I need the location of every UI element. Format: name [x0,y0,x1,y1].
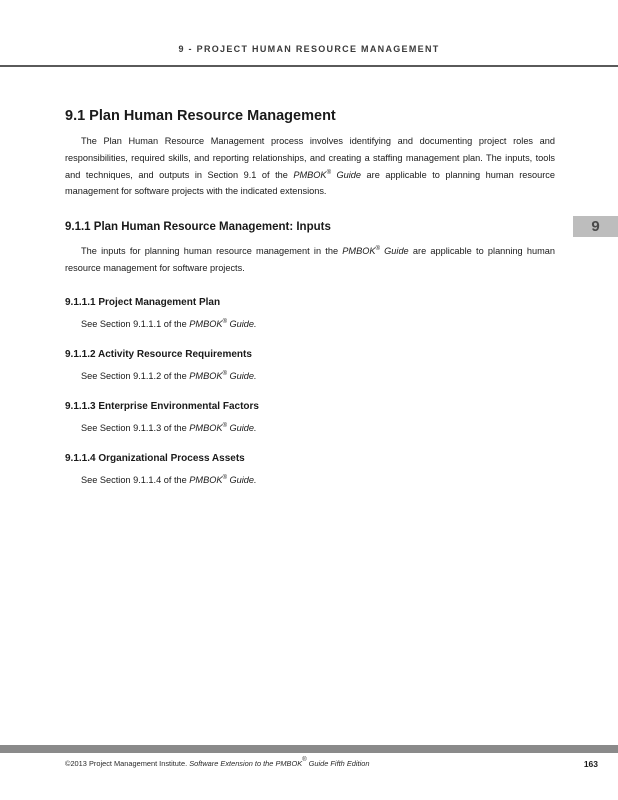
chapter-tab: 9 [573,216,618,237]
item-reference: See Section 9.1.1.1 of the PMBOK® Guide. [81,318,257,329]
item-title: 9.1.1.2 Activity Resource Requirements [65,348,252,360]
page-content [65,108,555,487]
item-reference: See Section 9.1.1.4 of the PMBOK® Guide. [81,474,257,485]
header-rule [0,65,618,67]
item-reference: See Section 9.1.1.3 of the PMBOK® Guide. [81,422,257,433]
item-title: 9.1.1.3 Enterprise Environmental Factors [65,400,259,412]
item-title: 9.1.1.4 Organizational Process Assets [65,452,245,464]
subsection-title: 9.1.1 Plan Human Resource Management: Inputs [65,221,331,234]
footer-copyright: ©2013 Project Management Institute. Software Extension to the PMBOK® Guide Fifth Edition [65,757,370,768]
subsection-text: The inputs for planning human resource management in the PMBOK® Guide are applicable to planning human resource management for software projects. [65,246,555,273]
item-title: 9.1.1.1 Project Management Plan [65,296,221,308]
item-reference: See Section 9.1.1.2 of the PMBOK® Guide. [81,370,257,381]
section-title: 9.1 Plan Human Resource Management [65,108,336,124]
footer-band [0,745,618,753]
running-header: 9 - PROJECT HUMAN RESOURCE MANAGEMENT [178,44,440,54]
page-number: 163 [583,759,598,769]
section-intro: The Plan Human Resource Management process involves identifying and documenting project roles and responsibilities, required skills, and reporting relationships, and creating a staffing management plan. The inputs, tools and techniques, and outputs in Section 9.1 of the PMBOK® Guide are applicable to planning human resource management for software projects with the indicated extensions. [65,136,555,197]
